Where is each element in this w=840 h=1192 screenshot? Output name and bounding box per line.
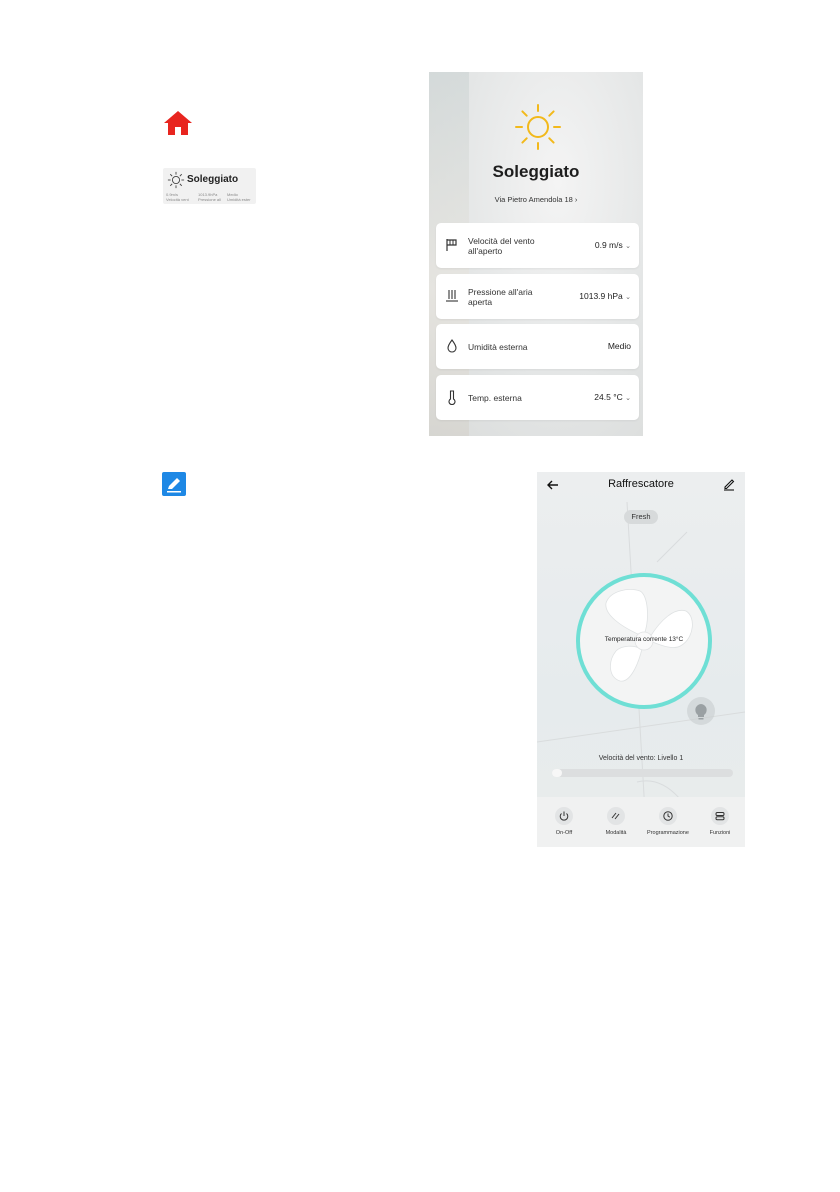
current-temperature: Temperatura corrente 13°C — [604, 636, 684, 643]
mode-badge[interactable]: Fresh — [624, 510, 658, 524]
chevron-down-icon: ⌄ — [625, 395, 631, 402]
speed-slider[interactable] — [552, 769, 733, 777]
pencil-icon — [162, 472, 186, 496]
location-link[interactable] — [429, 195, 643, 204]
power-label: On-Off — [555, 830, 573, 836]
weather-card-humidity[interactable] — [436, 324, 639, 369]
functions-label: Funzioni — [709, 830, 731, 836]
bottom-toolbar — [537, 797, 745, 847]
location-address: Via Pietro Amendola 18 — [494, 195, 573, 204]
thermometer-icon — [445, 389, 459, 405]
light-button[interactable] — [687, 697, 715, 725]
card-value: 1013.9 hPa ⌄ — [579, 291, 631, 301]
weather-card-wind[interactable] — [436, 223, 639, 268]
weather-card-pressure[interactable] — [436, 274, 639, 319]
functions-icon — [714, 810, 726, 822]
sun-icon — [167, 171, 185, 189]
thumbnail-title: Soleggiato — [187, 174, 239, 185]
card-label: Pressione all'aria aperta — [468, 287, 533, 307]
clock-icon — [662, 810, 674, 822]
weather-card-temperature[interactable] — [436, 375, 639, 420]
slider-thumb[interactable] — [552, 769, 562, 777]
thumbnail-cell: Medio Umidità ester — [227, 192, 251, 202]
mode-button[interactable] — [591, 807, 641, 836]
fan-screen — [537, 472, 745, 847]
bulb-icon — [687, 697, 715, 725]
home-icon — [163, 110, 193, 136]
sun-icon — [513, 102, 563, 152]
power-icon — [558, 810, 570, 822]
wind-flag-icon — [445, 237, 459, 253]
thumbnail-cell: 0.9m/s Velocità vent — [166, 192, 189, 202]
card-value: 0.9 m/s ⌄ — [594, 240, 631, 250]
chevron-down-icon: ⌄ — [625, 243, 631, 250]
chevron-down-icon: ⌄ — [625, 294, 631, 301]
mode-icon — [610, 810, 622, 822]
card-label: Umidità esterna — [468, 342, 528, 352]
power-button[interactable] — [539, 807, 589, 836]
page-title: Raffrescatore — [608, 478, 674, 490]
weather-screen — [429, 72, 643, 436]
thumbnail-cell: 1013.9hPa Pressione all — [198, 192, 221, 202]
chevron-right-icon: › — [574, 195, 578, 204]
wind-speed-label: Velocità del vento: Livello 1 — [598, 755, 684, 762]
card-value: Medio — [607, 341, 631, 351]
card-label: Temp. esterna — [468, 393, 522, 403]
schedule-label: Programmazione — [647, 830, 689, 836]
edit-icon[interactable] — [722, 477, 736, 491]
pressure-icon — [445, 288, 459, 304]
functions-button[interactable] — [695, 807, 745, 836]
card-value: 24.5 °C ⌄ — [594, 392, 631, 402]
mode-label: Modalità — [605, 830, 627, 836]
weather-thumbnail — [163, 168, 256, 204]
schedule-button[interactable] — [643, 807, 693, 836]
droplet-icon — [445, 338, 459, 354]
weather-condition: Soleggiato — [492, 162, 580, 181]
card-label: Velocità del vento all'aperto — [468, 236, 535, 256]
